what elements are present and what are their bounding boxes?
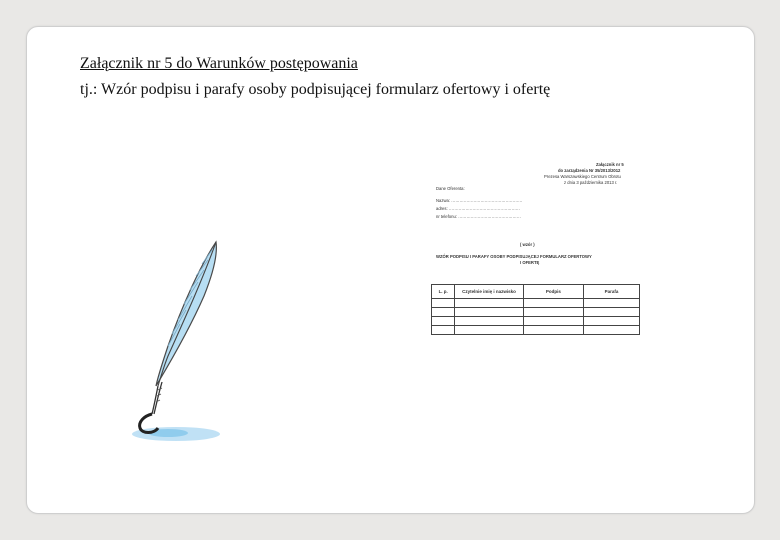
table-row — [432, 308, 640, 317]
preview-field-phone: nr telefonu: ……………………………………… — [436, 214, 521, 219]
preview-header-line: z dnia 3 października 2013 r. — [564, 180, 618, 185]
preview-form-title: WZÓR PODPISU I PARAFY OSOBY PODPISUJĄCEJ FORMULARZ OFERTOWY — [436, 254, 592, 259]
document-title: Załącznik nr 5 do Warunków postępowania — [80, 55, 358, 72]
form-preview — [428, 160, 642, 350]
preview-field-label: Dane Oferenta: — [436, 186, 465, 191]
preview-header-line: do zarządzenia Nr 35/2013/2012 — [558, 168, 621, 173]
preview-table — [431, 284, 640, 335]
table-header-row — [432, 285, 640, 299]
preview-field-address: adres: …………………………………………… — [436, 206, 520, 211]
preview-sample-label: ( wzór ) — [520, 242, 535, 247]
document-subtitle: tj.: Wzór podpisu i parafy osoby podpisującej formularz ofertowy i ofertę — [80, 81, 551, 98]
table-row — [432, 326, 640, 335]
quill-pen-icon — [128, 236, 228, 446]
preview-form-title: I OFERTĘ — [520, 260, 540, 265]
table-header-cell: Czytelnie imię i nazwisko — [455, 285, 523, 299]
table-header-cell: Podpis — [523, 285, 584, 299]
preview-field-name: Nazwa: …………………………………………… — [436, 198, 523, 203]
preview-header-line: Załącznik nr 5 — [596, 162, 624, 167]
table-row — [432, 299, 640, 308]
table-header-cell: Parafa — [584, 285, 640, 299]
table-header-cell: L. p. — [432, 285, 455, 299]
preview-header-line: Prezesa Warszawskiego Centrum Obrotu — [544, 174, 621, 179]
table-row — [432, 317, 640, 326]
